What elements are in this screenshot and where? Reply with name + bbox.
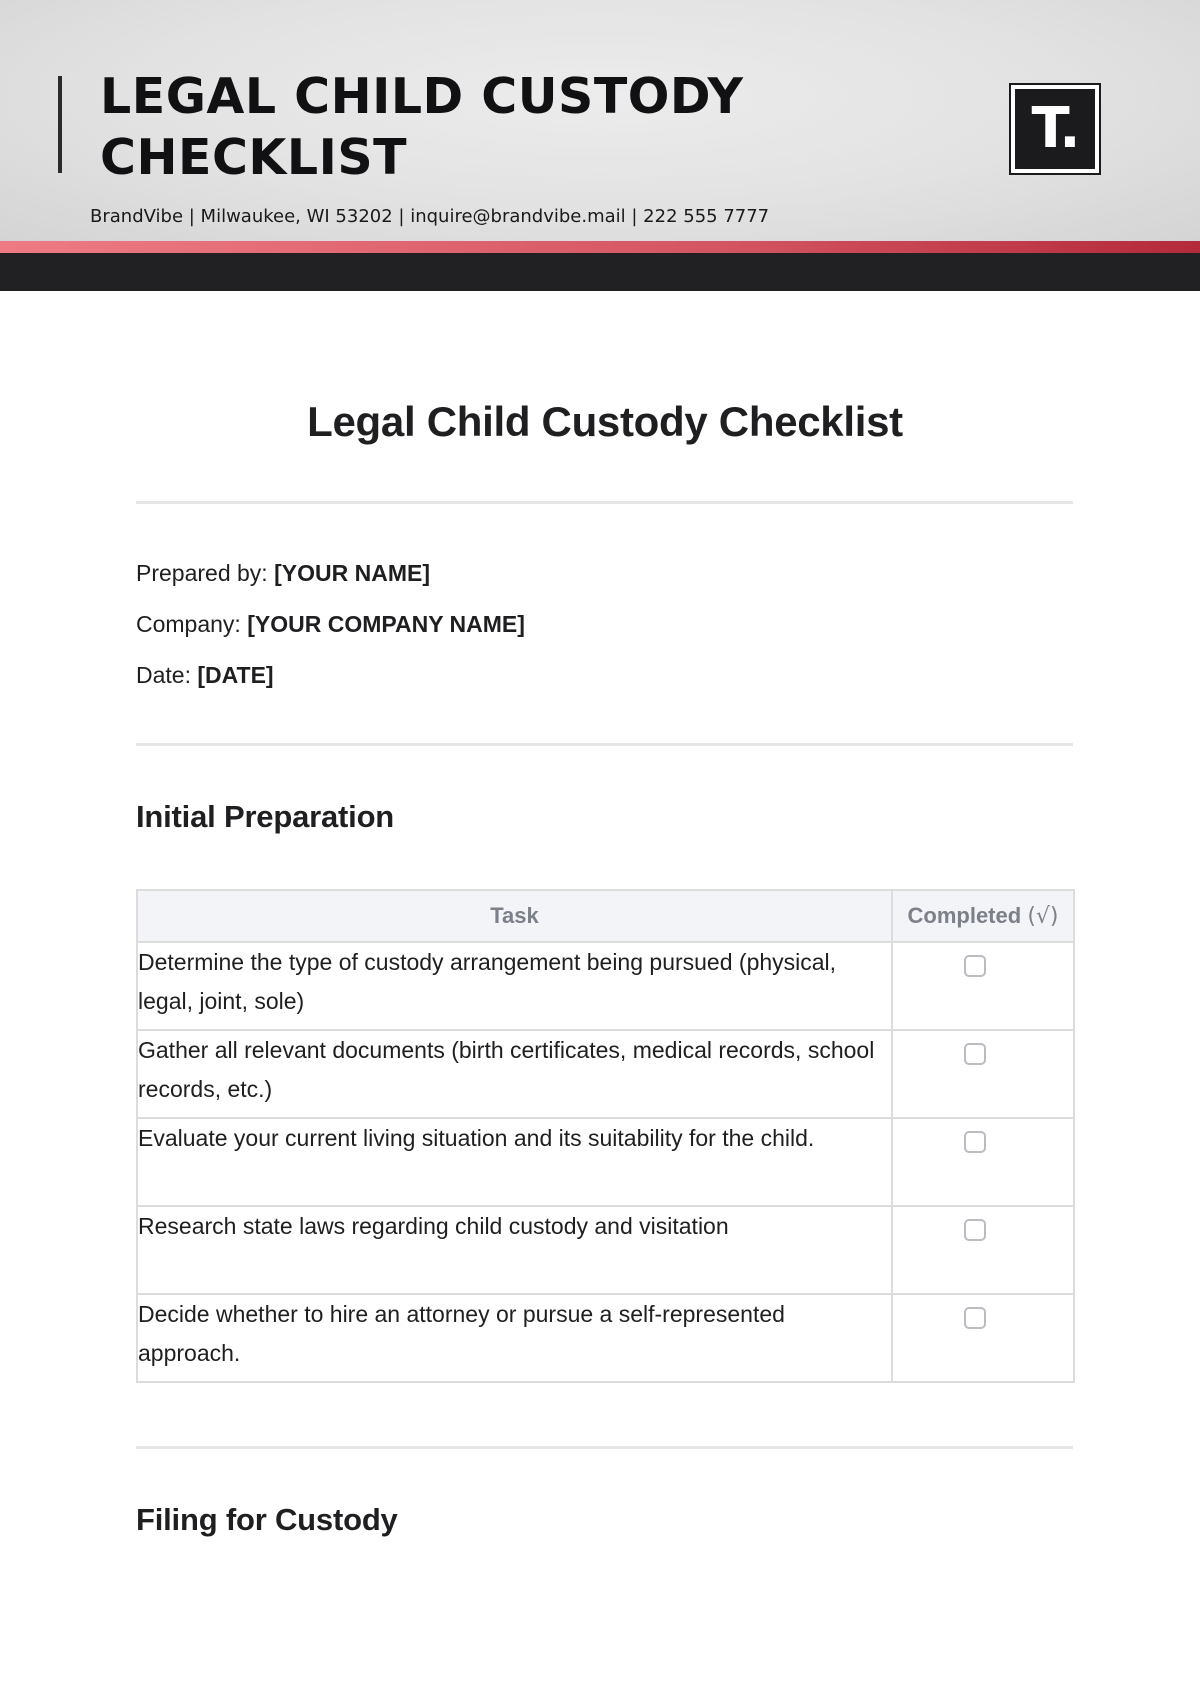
title-accent-bar — [58, 76, 62, 173]
completed-checkbox[interactable] — [964, 955, 986, 977]
divider — [136, 743, 1073, 746]
completed-cell — [892, 942, 1074, 1030]
task-cell: Decide whether to hire an attorney or pursue a self-represented approach. — [137, 1294, 892, 1382]
task-cell: Gather all relevant documents (birth certificates, medical records, school records, etc.) — [137, 1030, 892, 1118]
divider — [136, 1446, 1073, 1449]
section-heading-initial-preparation: Initial Preparation — [136, 799, 395, 834]
date-line — [136, 662, 274, 689]
completed-checkbox[interactable] — [964, 1307, 986, 1329]
completed-cell — [892, 1118, 1074, 1206]
initial-preparation-table — [136, 889, 1075, 1383]
completed-checkbox[interactable] — [964, 1043, 986, 1065]
red-accent-stripe — [0, 241, 1200, 253]
checkmark-icon: (√) — [1027, 904, 1059, 929]
task-cell: Determine the type of custody arrangement being pursued (physical, legal, joint, sole) — [137, 942, 892, 1030]
brand-logo — [1009, 83, 1101, 175]
date-value: [DATE] — [197, 662, 274, 688]
dark-band — [0, 253, 1200, 291]
completed-checkbox[interactable] — [964, 1219, 986, 1241]
completed-cell — [892, 1294, 1074, 1382]
column-header-task: Task — [137, 890, 892, 942]
completed-checkbox[interactable] — [964, 1131, 986, 1153]
table-row — [137, 1030, 1074, 1118]
company-value: [YOUR COMPANY NAME] — [247, 611, 525, 637]
logo-letter: T. — [1031, 96, 1079, 161]
banner-title: LEGAL CHILD CUSTODY CHECKLIST — [100, 68, 744, 186]
header-banner — [0, 0, 1200, 241]
prepared-by-line — [136, 560, 430, 587]
divider — [136, 501, 1073, 504]
company-contact-line: BrandVibe | Milwaukee, WI 53202 | inquire@brandvibe.mail | 222 555 7777 — [90, 206, 770, 227]
prepared-by-label: Prepared by: — [136, 560, 268, 586]
company-line — [136, 611, 525, 638]
section-heading-filing-for-custody: Filing for Custody — [136, 1502, 398, 1537]
completed-cell — [892, 1206, 1074, 1294]
table-row — [137, 1118, 1074, 1206]
date-label: Date: — [136, 662, 191, 688]
task-cell: Evaluate your current living situation and its suitability for the child. — [137, 1118, 892, 1206]
logo-mark — [1015, 89, 1095, 169]
table-header-row — [137, 890, 1074, 942]
table-row — [137, 942, 1074, 1030]
prepared-by-value: [YOUR NAME] — [274, 560, 430, 586]
task-cell: Research state laws regarding child custody and visitation — [137, 1206, 892, 1294]
table-row — [137, 1206, 1074, 1294]
company-label: Company: — [136, 611, 241, 637]
table-row — [137, 1294, 1074, 1382]
column-header-completed: Completed (√) — [892, 890, 1074, 942]
document-title: Legal Child Custody Checklist — [307, 398, 903, 445]
completed-cell — [892, 1030, 1074, 1118]
